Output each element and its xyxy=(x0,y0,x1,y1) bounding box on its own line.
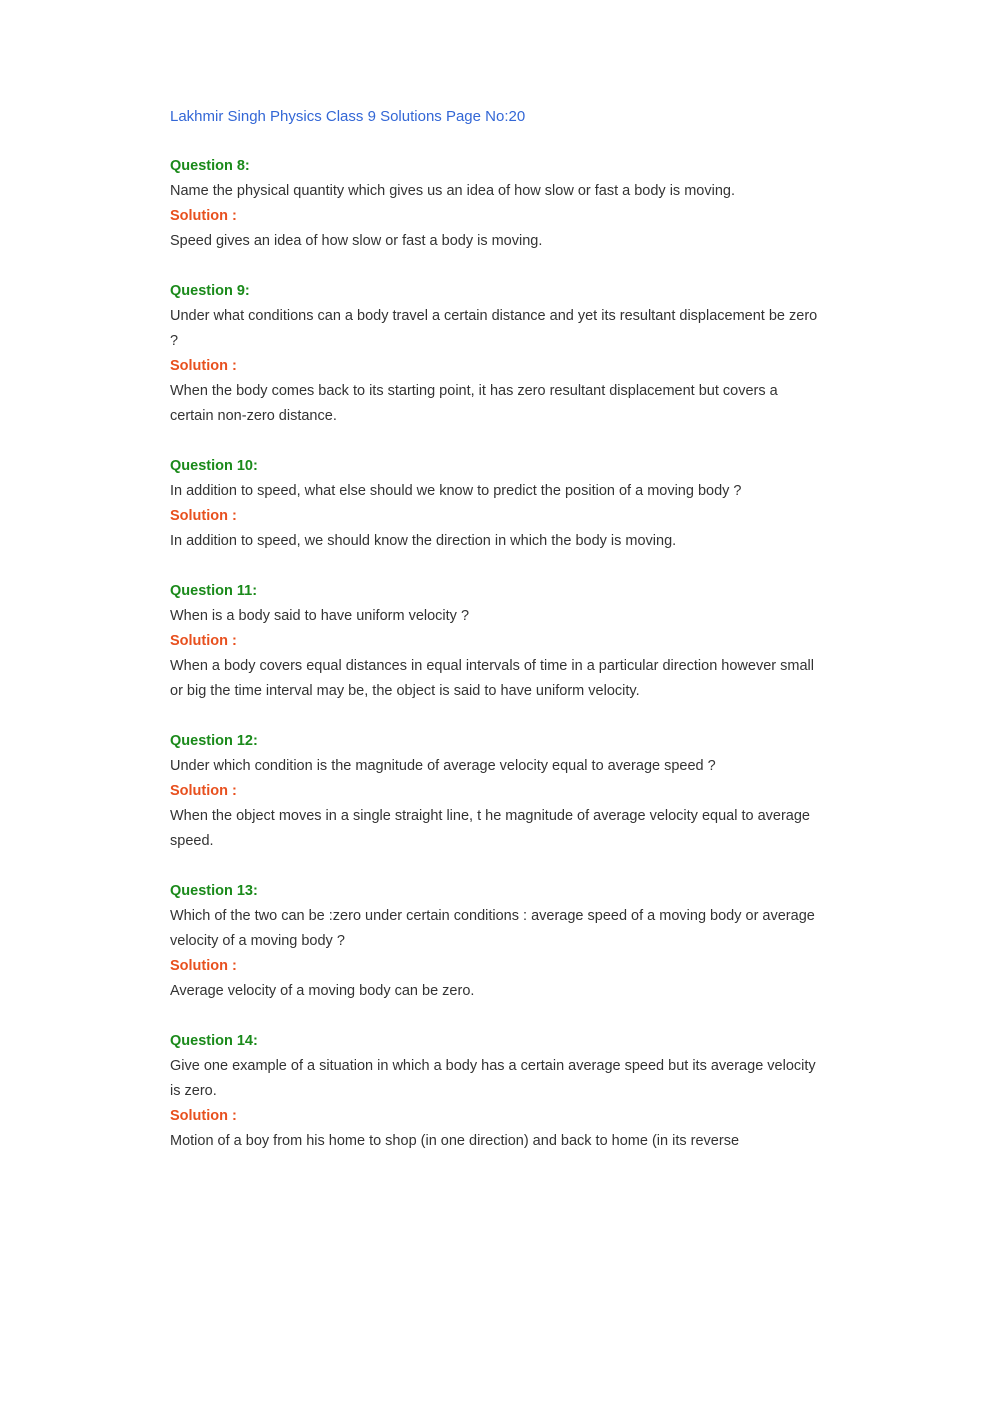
solution-label: Solution : xyxy=(170,1108,237,1124)
solution-label: Solution : xyxy=(170,208,237,224)
solution-text: Motion of a boy from his home to shop (in one direction) and back to home (in its reverse xyxy=(170,1133,740,1149)
qa-item-10 xyxy=(170,454,820,554)
question-label: Question 11: xyxy=(170,583,258,599)
solution-label: Solution : xyxy=(170,633,237,649)
solution-text: Speed gives an idea of how slow or fast a body is moving. xyxy=(170,233,543,249)
question-text: When is a body said to have uniform velocity ? xyxy=(170,608,470,624)
question-text: Which of the two can be :zero under certain conditions : average speed of a moving body or average velocity of a moving body ? xyxy=(170,908,815,949)
question-text: Under what conditions can a body travel a certain distance and yet its resultant displacement be zero ? xyxy=(170,308,818,349)
solution-text: Average velocity of a moving body can be zero. xyxy=(170,983,475,999)
question-label: Question 10: xyxy=(170,458,258,474)
question-label: Question 9: xyxy=(170,283,250,299)
qa-item-8 xyxy=(170,154,820,254)
page-title: Lakhmir Singh Physics Class 9 Solutions Page No:20 xyxy=(170,108,526,125)
solution-label: Solution : xyxy=(170,783,237,799)
question-text: Name the physical quantity which gives us an idea of how slow or fast a body is moving. xyxy=(170,183,735,199)
qa-item-12 xyxy=(170,729,820,854)
solution-text: When the body comes back to its starting point, it has zero resultant displacement but covers a certain non-zero distance. xyxy=(170,383,778,424)
solution-text: When a body covers equal distances in equal intervals of time in a particular direction however small or big the time interval may be, the object is said to have uniform velocity. xyxy=(170,658,814,699)
qa-item-13 xyxy=(170,879,820,1004)
question-label: Question 13: xyxy=(170,883,258,899)
question-label: Question 14: xyxy=(170,1033,258,1049)
solution-text: When the object moves in a single straight line, t he magnitude of average velocity equal to average speed. xyxy=(170,808,810,849)
question-label: Question 8: xyxy=(170,158,250,174)
qa-item-11 xyxy=(170,579,820,704)
document-page xyxy=(170,104,820,1154)
question-label: Question 12: xyxy=(170,733,258,749)
question-text: Under which condition is the magnitude of average velocity equal to average speed ? xyxy=(170,758,716,774)
solution-label: Solution : xyxy=(170,958,237,974)
solution-label: Solution : xyxy=(170,358,237,374)
qa-item-14 xyxy=(170,1029,820,1154)
solution-label: Solution : xyxy=(170,508,237,524)
qa-item-9 xyxy=(170,279,820,429)
question-text: Give one example of a situation in which a body has a certain average speed but its average velocity is zero. xyxy=(170,1058,816,1099)
solution-text: In addition to speed, we should know the direction in which the body is moving. xyxy=(170,533,677,549)
question-text: In addition to speed, what else should we know to predict the position of a moving body ? xyxy=(170,483,742,499)
